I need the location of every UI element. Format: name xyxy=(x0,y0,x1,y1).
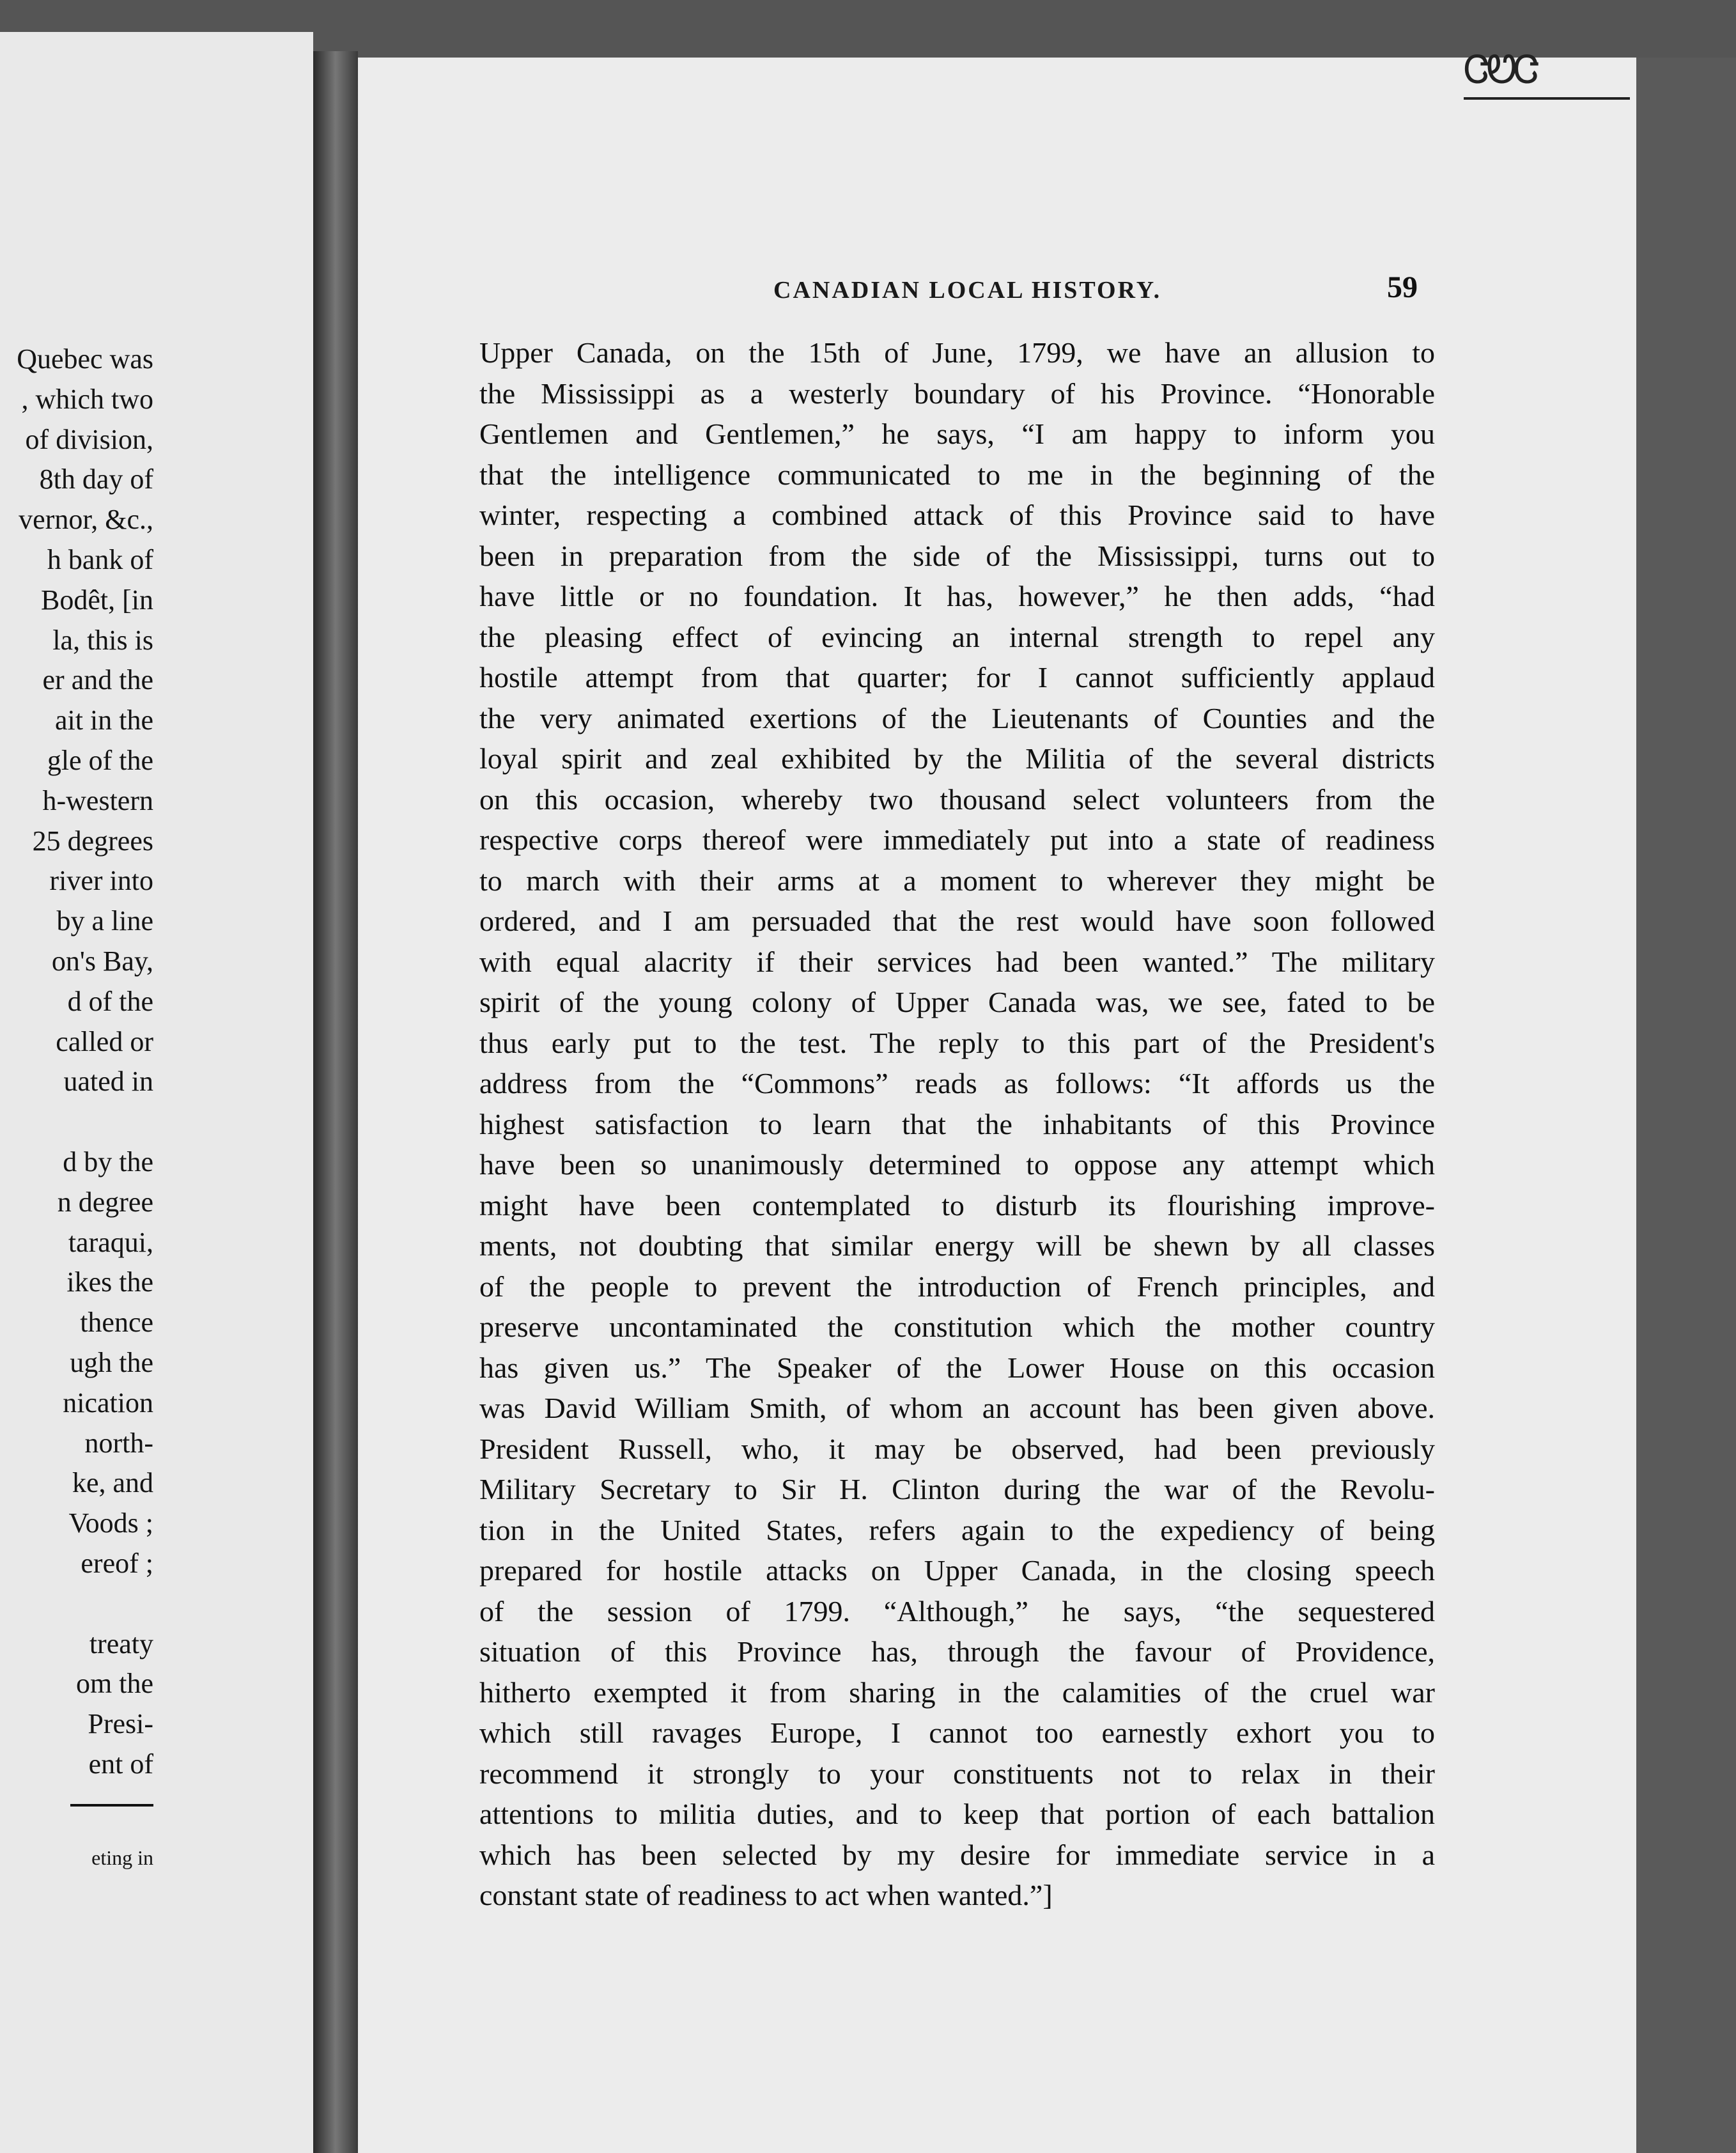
corner-marks: ᏣᏬᏣ xyxy=(1464,54,1536,92)
book-gutter xyxy=(313,51,358,2153)
text-line: to march with their arms at a moment to wherever they might be xyxy=(479,864,1435,897)
text-line: thus early put to the test. The reply to this part of the President's xyxy=(479,1026,1435,1059)
left-page-line: d of the xyxy=(67,985,153,1017)
left-page-line: called or xyxy=(56,1025,153,1057)
text-line: highest satisfaction to learn that the inhabitants of this Province xyxy=(479,1107,1435,1140)
text-line: of the session of 1799. “Although,” he says, “the sequestered xyxy=(479,1594,1435,1628)
left-page-line: uated in xyxy=(63,1066,153,1098)
left-page-line: , which two xyxy=(21,383,153,415)
text-line: hostile attempt from that quarter; for I cannot sufficiently applaud xyxy=(479,661,1435,694)
left-page-line: by a line xyxy=(56,905,153,937)
text-line: that the intelligence communicated to me in the beginning of the xyxy=(479,458,1435,491)
text-line: address from the “Commons” reads as follows: “It affords us the xyxy=(479,1067,1435,1100)
left-page-line: Presi- xyxy=(88,1708,153,1740)
text-line: Upper Canada, on the 15th of June, 1799, we have an allusion to xyxy=(479,336,1435,369)
left-page-line: ait in the xyxy=(55,704,153,736)
text-line: respective corps thereof were immediately put into a state of readiness xyxy=(479,823,1435,856)
text-line: of the people to prevent the introduction of French principles, and xyxy=(479,1270,1435,1303)
left-page-line: d by the xyxy=(63,1146,153,1178)
left-page-line: n degree xyxy=(57,1186,153,1218)
left-page-line: Voods ; xyxy=(68,1507,153,1539)
left-page-line: h-western xyxy=(42,784,153,816)
left-page-line: ke, and xyxy=(72,1467,153,1499)
left-page-line: river into xyxy=(49,865,153,897)
text-line: the Mississippi as a westerly boundary of his Province. “Honorable xyxy=(479,377,1435,410)
left-page-line: gle of the xyxy=(47,745,153,776)
text-line: which has been selected by my desire for immediate service in a xyxy=(479,1838,1435,1871)
left-page-line: Bodêt, [in xyxy=(41,584,153,616)
left-page-line: ent of xyxy=(88,1748,153,1780)
text-line: been in preparation from the side of the Mississippi, turns out to xyxy=(479,539,1435,572)
left-page-line: Quebec was xyxy=(17,343,153,375)
text-line: recommend it strongly to your constituents not to relax in their xyxy=(479,1757,1435,1790)
left-page-line: 25 degrees xyxy=(32,825,153,857)
left-page-line: la, this is xyxy=(52,624,153,656)
text-line: Gentlemen and Gentlemen,” he says, “I am happy to inform you xyxy=(479,417,1435,450)
text-line: the very animated exertions of the Lieutenants of Counties and the xyxy=(479,701,1435,735)
page-number: 59 xyxy=(1387,270,1418,304)
running-head: CANADIAN LOCAL HISTORY. xyxy=(773,277,1162,304)
text-line: has given us.” The Speaker of the Lower House on this occasion xyxy=(479,1351,1435,1384)
text-line: on this occasion, whereby two thousand select volunteers from the xyxy=(479,782,1435,816)
left-page-line: taraqui, xyxy=(68,1226,153,1258)
left-page-line: treaty xyxy=(89,1628,153,1659)
text-line: hitherto exempted it from sharing in the calamities of the cruel war xyxy=(479,1675,1435,1709)
text-line: was David William Smith, of whom an account has been given above. xyxy=(479,1392,1435,1424)
text-line: preserve uncontaminated the constitution which the mother country xyxy=(479,1310,1435,1343)
text-line: which still ravages Europe, I cannot too earnestly exhort you to xyxy=(479,1716,1435,1749)
text-line: situation of this Province has, through the favour of Providence, xyxy=(479,1635,1435,1668)
text-line: winter, respecting a combined attack of this Province said to have xyxy=(479,499,1435,531)
text-line: President Russell, who, it may be observed, had been previously xyxy=(479,1432,1435,1465)
page-edge-shadow xyxy=(1636,58,1736,2153)
left-page-line: thence xyxy=(80,1307,153,1339)
text-line: prepared for hostile attacks on Upper Canada, in the closing speech xyxy=(479,1554,1435,1587)
left-page-line: on's Bay, xyxy=(51,945,153,977)
text-line: loyal spirit and zeal exhibited by the Militia of the several districts xyxy=(479,742,1435,775)
left-page-line: eting in xyxy=(91,1846,153,1869)
left-page-line: ikes the xyxy=(66,1266,153,1298)
left-page-line: vernor, &c., xyxy=(19,504,153,536)
left-page-line: 8th day of xyxy=(39,463,153,495)
footnote-rule xyxy=(70,1804,153,1807)
text-line: tion in the United States, refers again to the expediency of being xyxy=(479,1513,1435,1546)
corner-marks-underline xyxy=(1464,97,1630,100)
left-page-line: north- xyxy=(84,1427,153,1459)
left-page xyxy=(0,32,313,2153)
text-line: with equal alacrity if their services had been wanted.” The military xyxy=(479,945,1435,978)
left-page-line: om the xyxy=(76,1668,153,1700)
text-line: ordered, and I am persuaded that the rest would have soon followed xyxy=(479,905,1435,937)
left-page-line: of division, xyxy=(25,423,153,455)
text-line: constant state of readiness to act when wanted.”] xyxy=(479,1879,1053,1911)
text-line: spirit of the young colony of Upper Canada was, we see, fated to be xyxy=(479,986,1435,1018)
text-line: the pleasing effect of evincing an internal strength to repel any xyxy=(479,620,1435,653)
text-line: might have been contemplated to disturb its flourishing improve- xyxy=(479,1188,1435,1222)
text-line: attentions to militia duties, and to keep that portion of each battalion xyxy=(479,1798,1435,1830)
left-page-line: er and the xyxy=(42,664,153,696)
text-line: have little or no foundation. It has, however,” he then adds, “had xyxy=(479,580,1435,612)
left-page-line: h bank of xyxy=(47,544,153,575)
text-line: ments, not doubting that similar energy will be shewn by all classes xyxy=(479,1229,1435,1262)
left-page-line: ugh the xyxy=(70,1347,153,1378)
left-page-line: nication xyxy=(63,1387,153,1418)
text-line: Military Secretary to Sir H. Clinton during the war of the Revolu- xyxy=(479,1473,1435,1505)
text-line: have been so unanimously determined to oppose any attempt which xyxy=(479,1148,1435,1181)
body-text xyxy=(479,332,1435,1916)
left-page-line: ereof ; xyxy=(81,1548,153,1579)
